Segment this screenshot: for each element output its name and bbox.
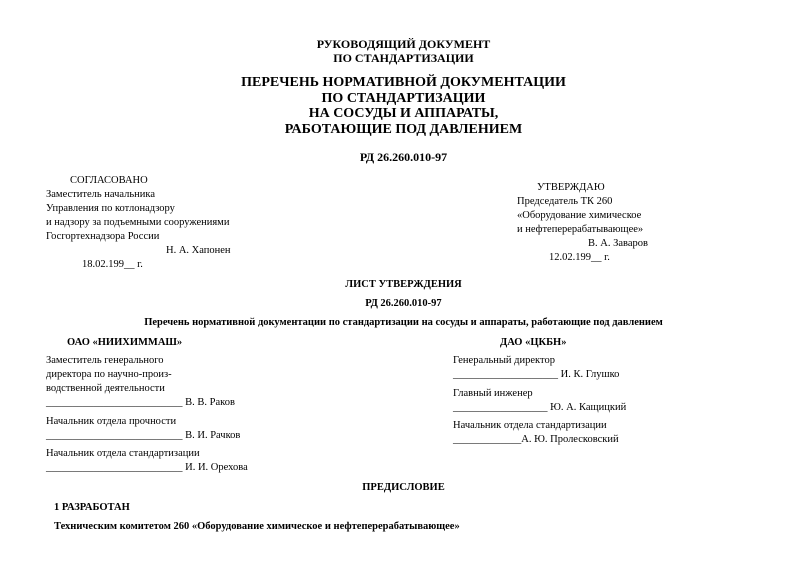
right-role1: Генеральный директор [453, 355, 555, 366]
right-role3: Начальник отдела стандартизации [453, 420, 607, 431]
left-role2: Начальник отдела прочности [46, 416, 177, 427]
title-line: ПЕРЕЧЕНЬ НОРМАТИВНОЙ ДОКУМЕНТАЦИИ [241, 75, 566, 90]
doc-type-line: ПО СТАНДАРТИЗАЦИИ [333, 51, 474, 65]
left-role3-signature: __________________________ И. И. Орехова [46, 462, 248, 473]
foreword-item1-heading: 1 РАЗРАБОТАН [54, 502, 130, 513]
right-role2: Главный инженер [453, 388, 533, 399]
title-line: ПО СТАНДАРТИЗАЦИИ [321, 90, 486, 106]
left-role1-signature: __________________________ В. В. Раков [46, 397, 235, 408]
agreed-position [46, 188, 229, 244]
left-role3: Начальник отдела стандартизации [46, 448, 200, 459]
agreed-heading: СОГЛАСОВАНО [70, 175, 148, 186]
agreed-signatory: Н. А. Хапонен [166, 245, 231, 256]
right-role2-signature: __________________ Ю. А. Кащицкий [453, 402, 627, 413]
foreword-heading: ПРЕДИСЛОВИЕ [362, 482, 445, 493]
approved-heading: УТВЕРЖДАЮ [537, 182, 605, 193]
agreed-line: Госгортехнадзора России [46, 231, 160, 242]
left-org-name: ОАО «НИИХИММАШ» [67, 337, 183, 348]
agreed-date: 18.02.199__ г. [82, 259, 143, 270]
doc-type [0, 37, 807, 65]
agreed-line: и надзору за подъемными сооружениями [46, 217, 230, 228]
approved-date: 12.02.199__ г. [549, 252, 610, 263]
right-role3-signature: _____________А. Ю. Пролесковский [453, 434, 619, 445]
left-org-role1 [46, 354, 172, 396]
right-org-name: ДАО «ЦКБН» [500, 337, 567, 348]
approved-position [517, 195, 643, 237]
left-role1-line: Заместитель генерального [46, 355, 164, 366]
left-role2-signature: __________________________ В. И. Рачков [46, 430, 241, 441]
title-line: НА СОСУДЫ И АППАРАТЫ, [308, 106, 499, 121]
left-role1-line: директора по научно-произ- [46, 369, 172, 380]
agreed-line: Заместитель начальника [46, 189, 156, 200]
approval-sheet-subject: Перечень нормативной документации по стандартизации на сосуды и аппараты, работающие под давлением [144, 317, 663, 328]
right-role1-signature: ____________________ И. К. Глушко [453, 369, 620, 380]
approved-line: и нефтеперерабатывающее» [517, 224, 644, 235]
approval-sheet-heading: ЛИСТ УТВЕРЖДЕНИЯ [345, 279, 462, 290]
doc-type-line: РУКОВОДЯЩИЙ ДОКУМЕНТ [316, 37, 491, 51]
left-role1-line: водственной деятельности [46, 383, 165, 394]
approved-line: Председатель ТК 260 [517, 196, 613, 207]
approved-line: «Оборудование химическое [517, 210, 642, 221]
document-number: РД 26.260.010-97 [359, 150, 448, 164]
foreword-item1-text: Техническим комитетом 260 «Оборудование химическое и нефтеперерабатывающее» [54, 521, 460, 532]
document-title [0, 75, 807, 137]
title-line: РАБОТАЮЩИЕ ПОД ДАВЛЕНИЕМ [284, 121, 523, 137]
approved-signatory: В. А. Заваров [588, 238, 648, 249]
approval-sheet-number: РД 26.260.010-97 [365, 298, 442, 309]
agreed-line: Управления по котлонадзору [46, 203, 175, 214]
